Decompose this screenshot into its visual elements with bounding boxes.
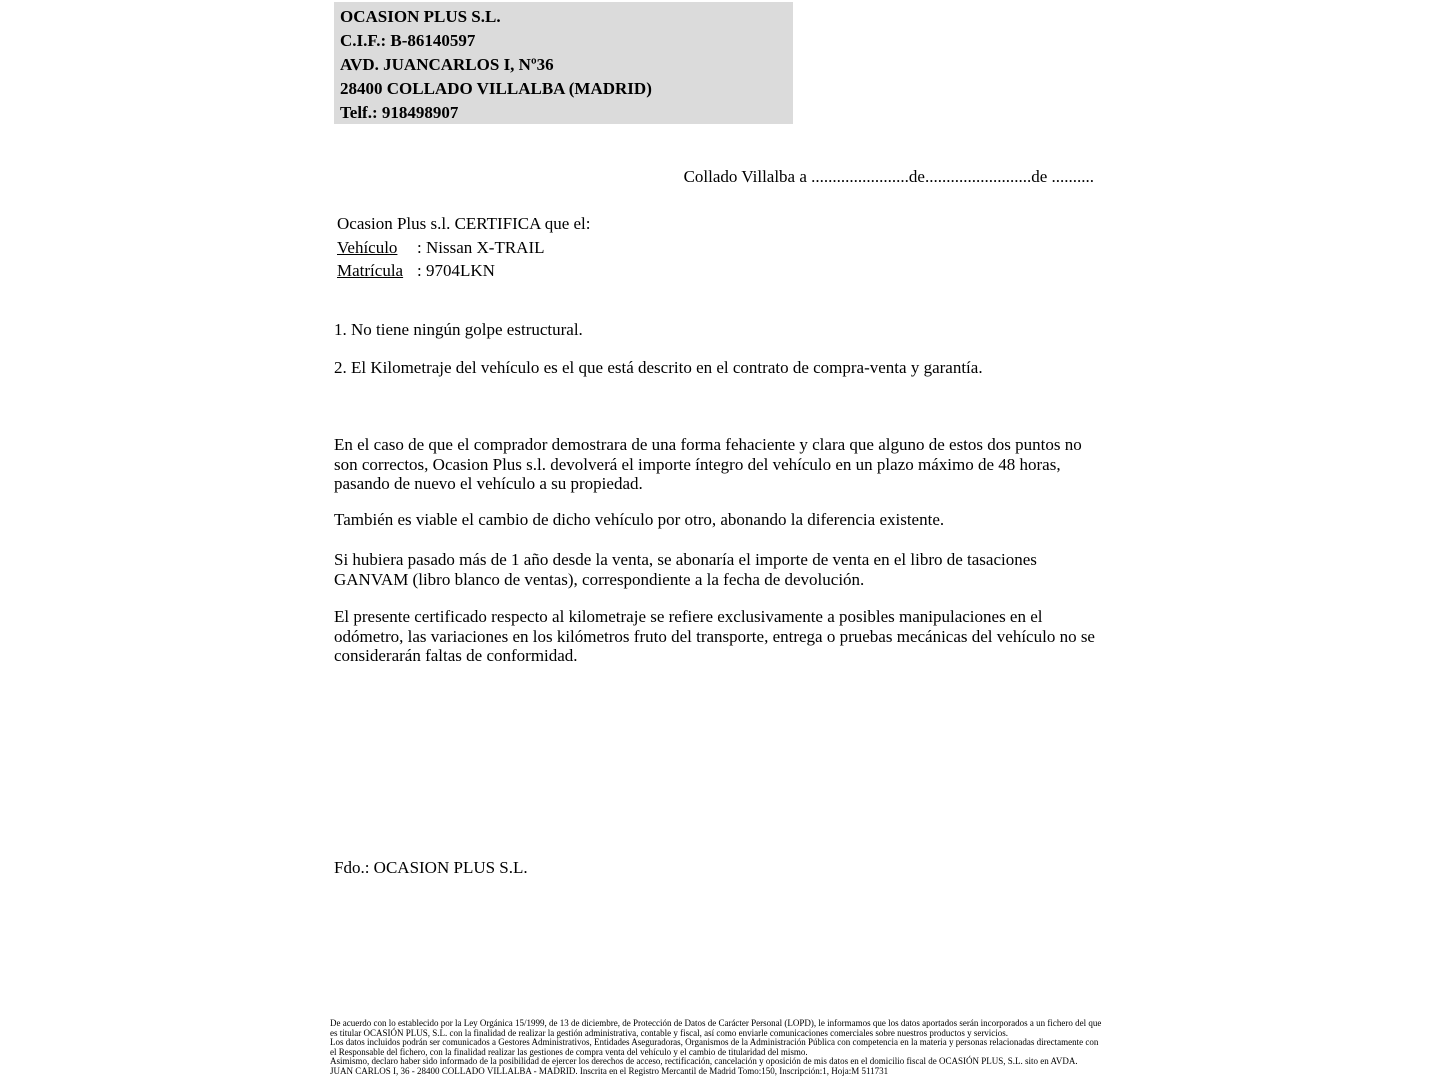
company-name: OCASION PLUS S.L. (340, 7, 501, 26)
certification-block (337, 212, 591, 283)
legal-paragraph-rights: Asimismo, declaro haber sido informado de la posibilidad de ejercer los derechos de acceso, rectificación, cancelación y oposición de mis datos en el domicilio fiscal de OCASIÓN PLUS, S.L. sito en AVDA. JUAN CARLOS I, 36 - 28400 COLLADO VILLALBA - MADRID. Inscrita en el Registro Mercantil de Madrid Tomo:150, Inscripción:1, Hoja:M 511731 (330, 1056, 1078, 1076)
vehicle-value: : Nissan X-TRAIL (417, 237, 545, 257)
date-line: Collado Villalba a .......................de.........................de .......... (683, 167, 1094, 186)
vehicle-label: Vehículo (337, 237, 398, 257)
legal-footer (330, 1019, 1102, 1077)
company-address: AVD. JUANCARLOS I, Nº36 (340, 55, 554, 74)
company-phone: Telf.: 918498907 (340, 103, 459, 122)
plate-row (337, 259, 591, 283)
certification-intro: Ocasion Plus s.l. CERTIFICA que el: (337, 214, 591, 233)
legal-paragraph-data-sharing: Los datos incluidos podrán ser comunicados a Gestores Administrativos, Entidades Aseguradoras, Organismos de la Administración Pública con competencia en la materia y personas relacionadas directamente con el Responsable del fichero, con la finalidad realizar las gestiones de compra venta del vehículo y el cambio de titularidad del mismo. (330, 1037, 1099, 1057)
paragraph-exchange: También es viable el cambio de dicho vehículo por otro, abonando la diferencia existente. (334, 510, 945, 529)
signature-line: Fdo.: OCASION PLUS S.L. (334, 858, 528, 877)
plate-value: : 9704LKN (417, 261, 495, 280)
vehicle-row (337, 236, 591, 260)
paragraph-ganvam: Si hubiera pasado más de 1 año desde la venta, se abonaría el importe de venta en el libro de tasaciones GANVAM (libro blanco de ventas), correspondiente a la fecha de devolución. (334, 550, 1037, 589)
paragraph-odometer: El presente certificado respecto al kilometraje se refiere exclusivamente a posibles manipulaciones en el odómetro, las variaciones en los kilómetros fruto del transporte, entrega o pruebas mecánicas del vehículo no se considerarán faltas de conformidad. (334, 607, 1095, 666)
company-header (334, 2, 793, 124)
plate-label: Matrícula (337, 261, 404, 280)
point-2: 2. El Kilometraje del vehículo es el que está descrito en el contrato de compra-venta y garantía. (334, 358, 983, 377)
company-cif: C.I.F.: B-86140597 (340, 31, 476, 50)
paragraph-refund: En el caso de que el comprador demostrara de una forma fehaciente y clara que alguno de estos dos puntos no son correctos, Ocasion Plus s.l. devolverá el importe íntegro del vehículo en un plazo máximo de 48 horas, pasando de nuevo el vehículo a su propiedad. (334, 435, 1082, 494)
company-city: 28400 COLLADO VILLALBA (MADRID) (340, 79, 652, 98)
point-1: 1. No tiene ningún golpe estructural. (334, 320, 583, 339)
legal-paragraph-lopd: De acuerdo con lo establecido por la Ley Orgánica 15/1999, de 13 de diciembre, de Protección de Datos de Carácter Personal (LOPD), le informamos que los datos aportados serán incorporados a un fichero del que es titular OCASIÓN PLUS, S.L. con la finalidad de realizar la gestión administrativa, contable y fiscal, así como enviarle comunicaciones comerciales sobre nuestros productos y servicios. (330, 1018, 1102, 1038)
